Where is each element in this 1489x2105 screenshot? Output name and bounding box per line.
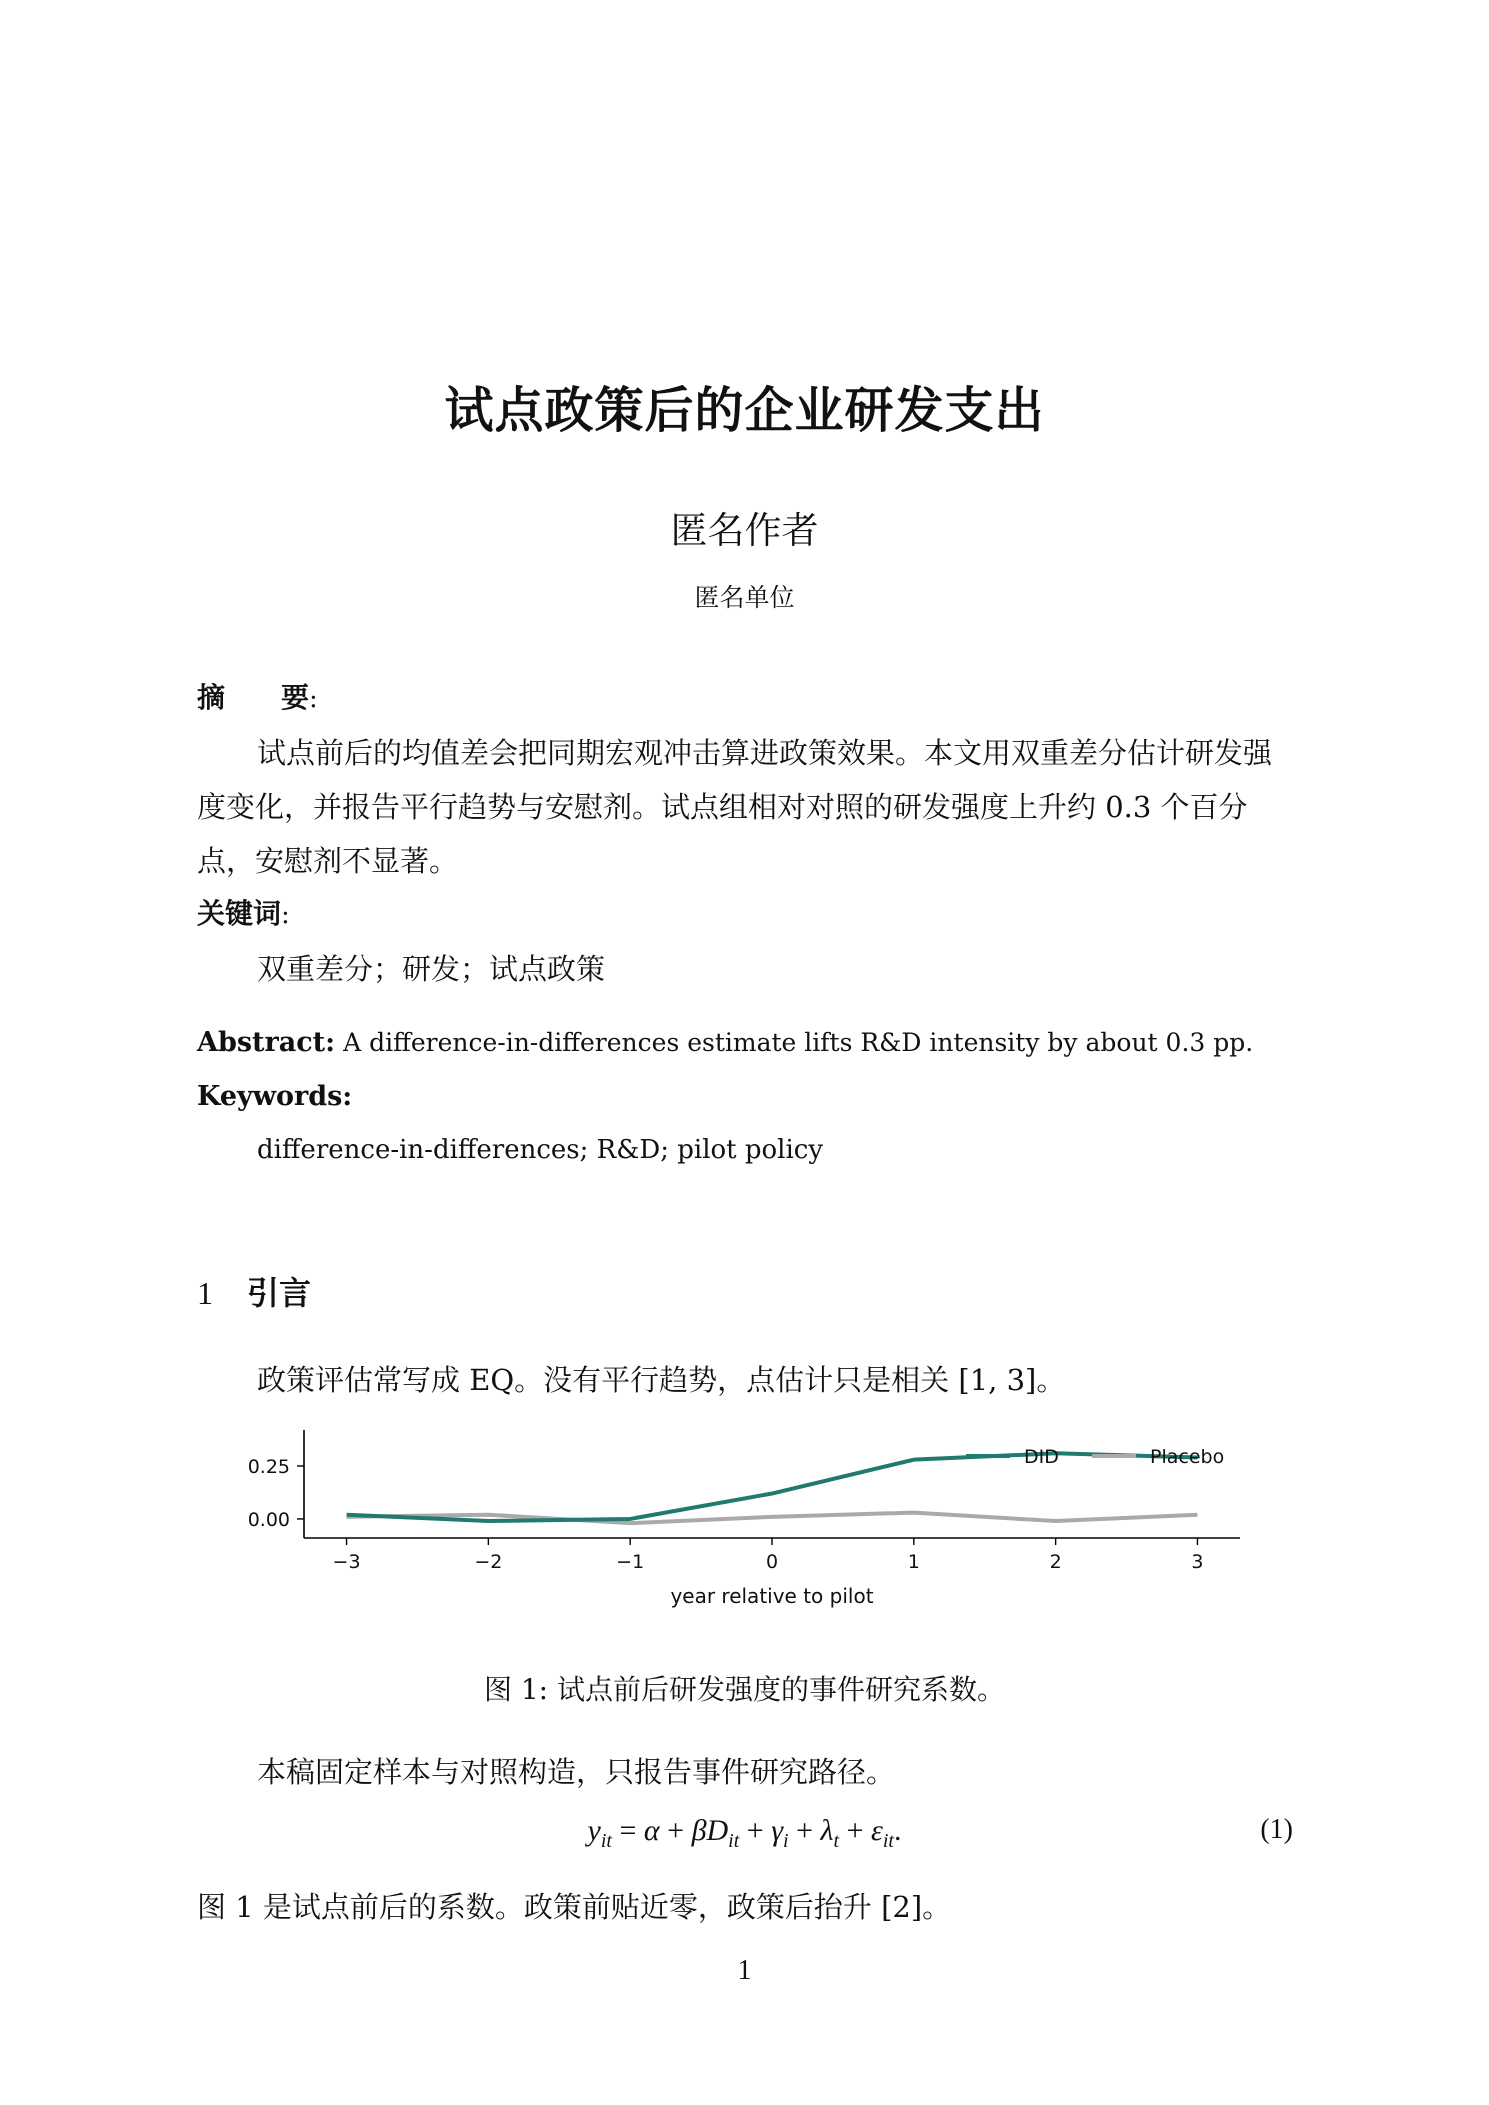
keywords-en-heading <box>197 1081 352 1112</box>
abstract-cn-colon: : <box>309 684 318 714</box>
figure-caption: 图 1: 试点前后研发强度的事件研究系数。 <box>483 1673 1006 1706</box>
x-tick-label: 1 <box>907 1551 920 1573</box>
keywords-en-label: Keywords: <box>197 1081 353 1112</box>
x-tick-label: −1 <box>616 1551 645 1573</box>
abstract-en-text: A difference-in-differences estimate lifts R&D intensity by about 0.3 pp. <box>343 1028 1254 1057</box>
event-study-chart <box>230 1418 1270 1628</box>
series-line-did <box>347 1453 1198 1521</box>
y-tick-label: 0.00 <box>247 1508 290 1531</box>
equation-number: (1) <box>1260 1814 1293 1845</box>
legend-label-did: DID <box>1024 1446 1059 1468</box>
section-heading <box>197 1268 311 1314</box>
paragraph-2: 本稿固定样本与对照构造，只报告事件研究路径。 <box>257 1755 896 1789</box>
keywords-cn-text: 双重差分；研发；试点政策 <box>257 952 606 986</box>
intro-paragraph: 政策评估常写成 EQ。没有平行趋势，点估计只是相关 [1, 3]。 <box>257 1363 1066 1397</box>
page-number: 1 <box>737 1955 752 1986</box>
y-tick-label: 0.25 <box>247 1456 290 1478</box>
abstract-en-label: Abstract: <box>197 1027 336 1058</box>
section-title: 引言 <box>247 1274 312 1312</box>
author-name: 匿名作者 <box>670 509 819 552</box>
x-tick-label: −3 <box>332 1551 361 1573</box>
x-tick-label: 0 <box>765 1551 779 1573</box>
abstract-cn-text: 试点前后的均值差会把同期宏观冲击算进政策效果。本文用双重差分估计研发强度变化，并报告平行趋势与安慰剂。试点组相对对照的研发强度上升约 0.3 个百分点，安慰剂不显著。 <box>197 736 1273 878</box>
abstract-cn-label: 摘 要 <box>197 681 310 714</box>
author-affiliation: 匿名单位 <box>694 583 795 612</box>
abstract-cn-body <box>197 726 1297 888</box>
section-number: 1 <box>197 1275 213 1311</box>
chart-plot-area <box>248 1430 1240 1608</box>
x-axis-label: year relative to pilot <box>670 1584 874 1608</box>
legend-label-placebo: Placebo <box>1150 1446 1225 1468</box>
paper-title: 试点政策后的企业研发支出 <box>444 382 1045 439</box>
equation-1: $y_{it} = \alpha + \beta D_{it} + \gamma_i + \lambda_t + \varepsilon_{it}$. <box>587 1814 902 1852</box>
paragraph-3: 图 1 是试点前后的系数。政策前贴近零，政策后抬升 [2]。 <box>197 1890 952 1924</box>
keywords-en-text: difference-in-differences; R&D; pilot policy <box>257 1135 824 1165</box>
keywords-cn-colon: : <box>281 900 290 930</box>
abstract-en <box>197 1027 1253 1058</box>
abstract-cn-heading <box>197 676 318 716</box>
x-tick-label: 2 <box>1049 1551 1062 1573</box>
keywords-cn-heading <box>197 892 290 932</box>
x-tick-label: 3 <box>1191 1551 1204 1573</box>
keywords-cn-label: 关键词 <box>197 897 282 930</box>
x-tick-label: −2 <box>474 1551 503 1573</box>
